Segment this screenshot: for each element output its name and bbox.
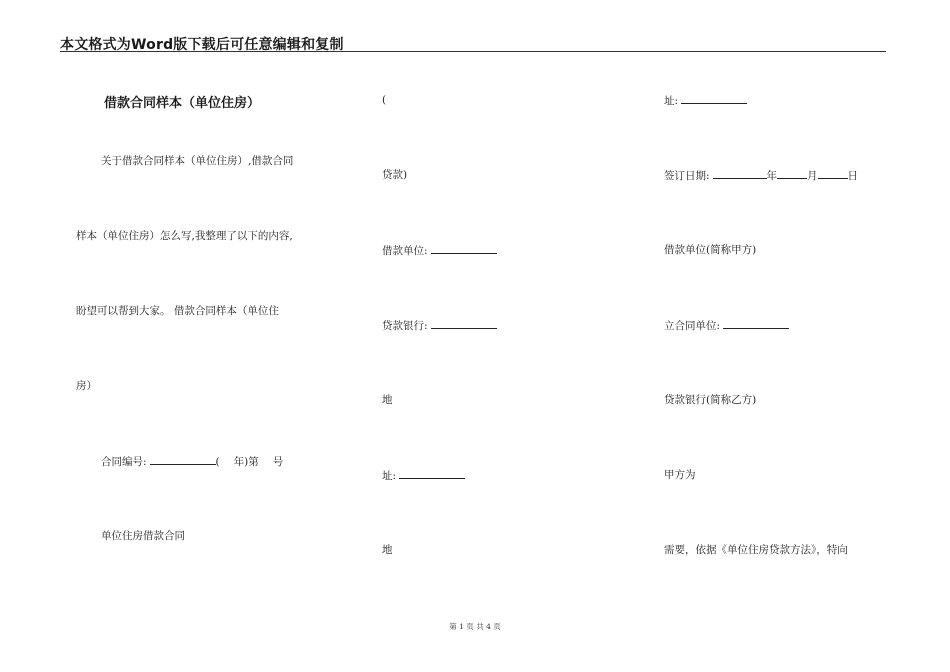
contract-number-paren: ( bbox=[215, 456, 220, 468]
intro-line-4: 房） bbox=[76, 380, 97, 392]
contract-number-year: 年)第 bbox=[233, 456, 259, 468]
address-blank bbox=[399, 468, 465, 479]
address-field bbox=[382, 468, 465, 483]
lender-bank-field bbox=[382, 318, 497, 333]
contract-number-blank bbox=[150, 454, 216, 465]
intro-line-2: 样本（单位住房）怎么写,我整理了以下的内容, bbox=[76, 230, 293, 242]
address-label-2: 址: bbox=[664, 95, 679, 107]
col3-line-6: 甲方为 bbox=[664, 469, 696, 481]
borrower-field bbox=[382, 243, 497, 258]
borrower-label: 借款单位: bbox=[382, 245, 428, 257]
page-footer: 第 1 页 共 4 页 bbox=[449, 622, 501, 631]
lender-bank-blank bbox=[431, 318, 497, 329]
col2-line-2: 贷款) bbox=[382, 169, 408, 181]
signing-year-blank bbox=[713, 168, 767, 179]
col3-line-7: 需要，依据《单位住房贷款方法》，特向 bbox=[664, 544, 848, 556]
signing-day-label: 日 bbox=[847, 170, 859, 182]
signing-month-label: 月 bbox=[807, 170, 818, 182]
address-blank-2 bbox=[681, 93, 747, 104]
col2-line-5: 地 bbox=[382, 394, 393, 406]
contract-number-line bbox=[101, 454, 283, 469]
address-label: 址: bbox=[382, 470, 397, 482]
col3-line-5: 贷款银行(简称乙方) bbox=[664, 394, 757, 406]
borrower-blank bbox=[431, 243, 497, 254]
contract-number-label: 合同编号: bbox=[101, 456, 147, 468]
signing-day-blank bbox=[818, 168, 848, 179]
contracting-unit-label: 立合同单位: bbox=[664, 320, 721, 332]
contracting-unit-field bbox=[664, 318, 789, 333]
address-field-2 bbox=[664, 93, 747, 108]
col2-line-7: 地 bbox=[382, 544, 393, 556]
intro-line-3: 盼望可以帮到大家。 借款合同样本（单位住 bbox=[76, 305, 279, 317]
lender-bank-label: 贷款银行: bbox=[382, 320, 428, 332]
signing-date-field bbox=[664, 168, 858, 183]
document-title: 借款合同样本（单位住房） bbox=[104, 96, 261, 111]
signing-year-label: 年 bbox=[766, 170, 778, 182]
header-rule bbox=[60, 51, 886, 52]
document-header: 本文格式为Word版下载后可任意编辑和复制 bbox=[60, 37, 344, 53]
signing-date-label: 签订日期: bbox=[664, 170, 710, 182]
contract-number-hao: 号 bbox=[272, 456, 284, 468]
intro-line-1: 关于借款合同样本（单位住房）,借款合同 bbox=[101, 155, 294, 167]
col2-line-1: ( bbox=[382, 94, 387, 106]
contracting-unit-blank bbox=[723, 318, 789, 329]
signing-month-blank bbox=[777, 168, 807, 179]
contract-subtitle: 单位住房借款合同 bbox=[101, 530, 185, 542]
col3-line-3: 借款单位(简称甲方) bbox=[664, 244, 757, 256]
